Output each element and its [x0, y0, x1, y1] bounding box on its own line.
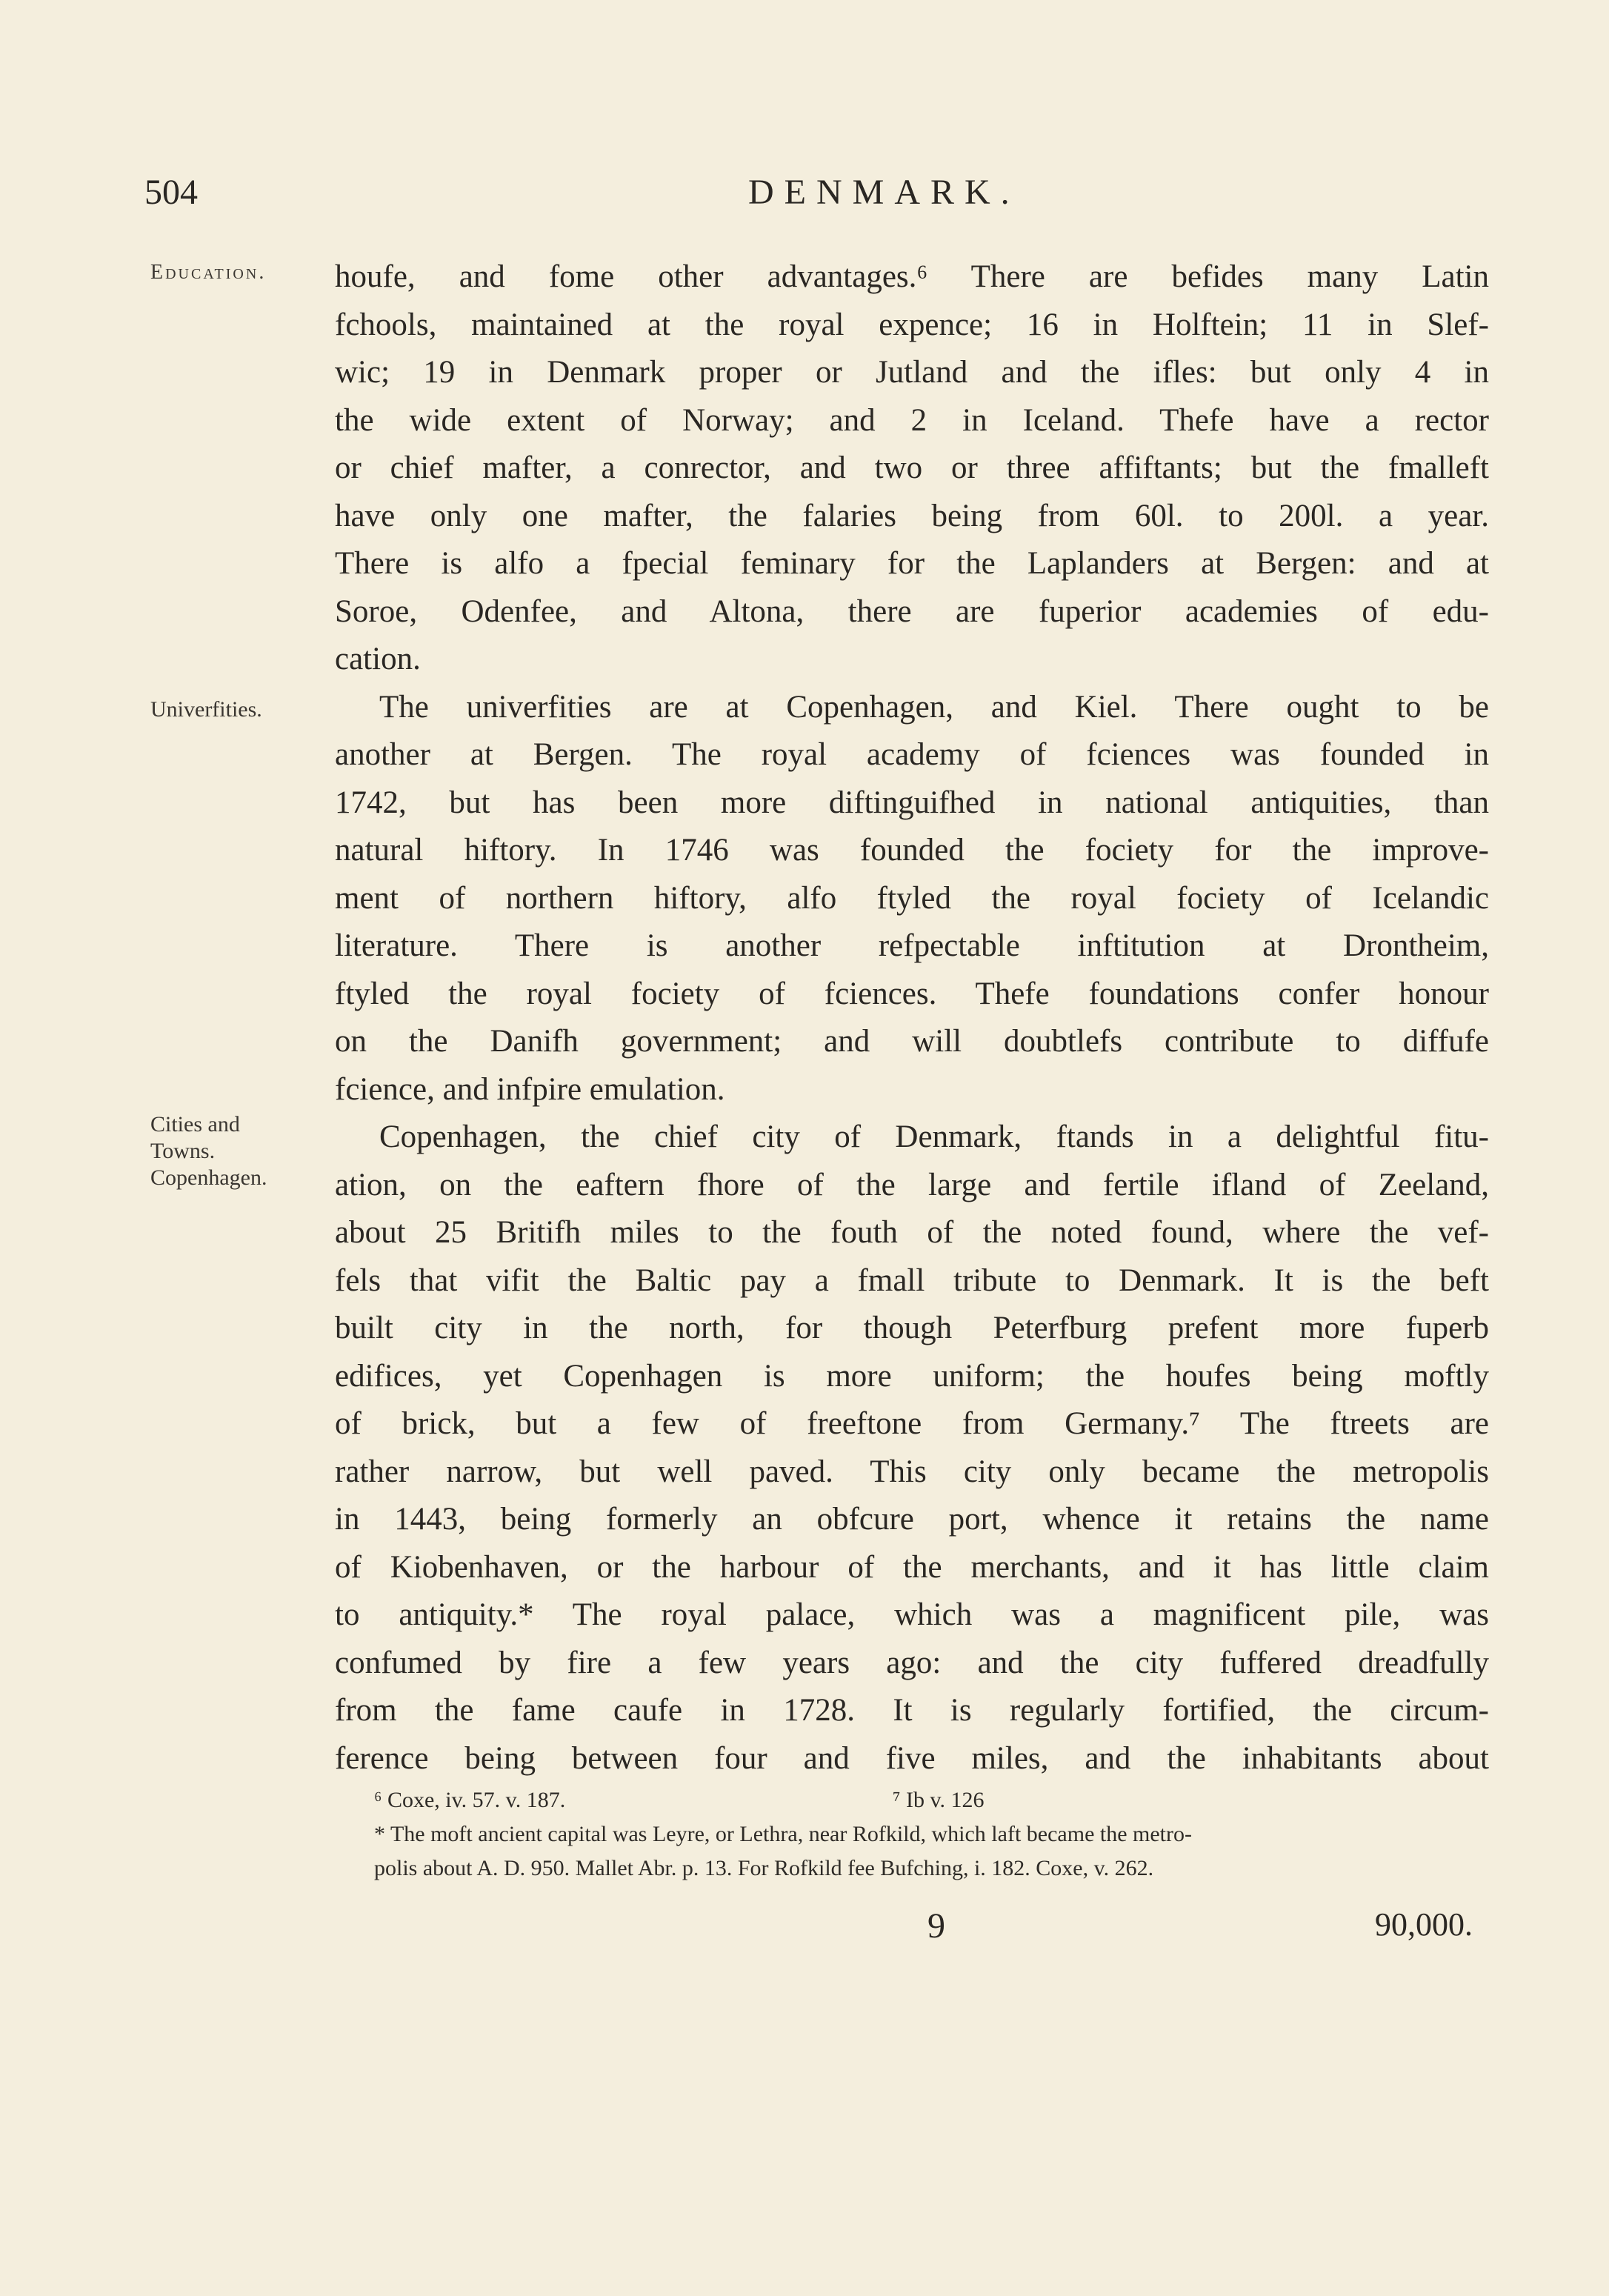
text-line: or chief mafter, a conrector, and two or three affiftants; but the fmalleft: [335, 450, 1489, 485]
text-line: on the Danifh government; and will doubtlefs contribute to diffufe: [335, 1024, 1489, 1059]
text-line: cation.: [335, 642, 421, 676]
sidenote-education: Education.: [150, 261, 267, 284]
text-line: Copenhagen, the chief city of Denmark, ftands in a delightful fitu-: [379, 1119, 1489, 1154]
sidenote-universities: Univerfities.: [150, 697, 262, 722]
text-line: natural hiftory. In 1746 was founded the fociety for the improve-: [335, 833, 1489, 868]
signature-mark: 9: [927, 1906, 945, 1946]
text-line: fcience, and infpire emulation.: [335, 1071, 725, 1107]
text-line: The univerfities are at Copenhagen, and Kiel. There ought to be: [379, 689, 1489, 725]
text-line: ference being between four and five miles, and the inhabitants about: [335, 1740, 1489, 1776]
footnote-7: ⁷ Ib v. 126: [893, 1788, 985, 1812]
text-line: fchools, maintained at the royal expence; 16 in Holftein; 11 in Slef-: [335, 307, 1489, 342]
text-line: literature. There is another refpectable inftitution at Drontheim,: [335, 928, 1489, 963]
body-text: [335, 253, 1489, 1783]
text-line: to antiquity.* The royal palace, which was a magnificent pile, was: [335, 1597, 1489, 1632]
text-line: of brick, but a few of freeftone from Germany.⁷ The ftreets are: [335, 1406, 1489, 1441]
catchword: 90,000.: [1375, 1906, 1473, 1943]
text-line: edifices, yet Copenhagen is more uniform; the houfes being moftly: [335, 1358, 1489, 1394]
text-line: houfe, and fome other advantages.⁶ There are befides many Latin: [335, 259, 1489, 294]
text-line: in 1443, being formerly an obfcure port, whence it retains the name: [335, 1502, 1489, 1537]
text-line: of Kiobenhaven, or the harbour of the merchants, and it has little claim: [335, 1549, 1489, 1585]
running-head: DENMARK.: [748, 173, 1020, 212]
text-line: ftyled the royal fociety of fciences. Thefe foundations confer honour: [335, 976, 1489, 1011]
text-line: ment of northern hiftory, alfo ftyled the royal fociety of Icelandic: [335, 880, 1489, 916]
text-line: 1742, but has been more diftinguifhed in national antiquities, than: [335, 785, 1489, 820]
footnote-6: ⁶ Coxe, iv. 57. v. 187.: [374, 1788, 566, 1812]
footnote-star-line: polis about A. D. 950. Mallet Abr. p. 13. For Rofkild fee Bufching, i. 182. Coxe, v. 262.: [374, 1856, 1154, 1880]
text-line: about 25 Britifh miles to the fouth of the noted found, where the vef-: [335, 1215, 1489, 1250]
text-line: from the fame caufe in 1728. It is regularly fortified, the circum-: [335, 1693, 1489, 1728]
sidenote-cities-line3: Copenhagen.: [150, 1165, 267, 1190]
sidenote-cities-line2: Towns.: [150, 1139, 216, 1163]
text-line: ation, on the eaftern fhore of the large and fertile ifland of Zeeland,: [335, 1167, 1489, 1202]
text-line: have only one mafter, the falaries being from 60l. to 200l. a year.: [335, 498, 1489, 533]
text-line: Soroe, Odenfee, and Altona, there are fuperior academies of edu-: [335, 593, 1489, 629]
sidenote-cities-line1: Cities and: [150, 1112, 240, 1137]
text-line: There is alfo a fpecial feminary for the Laplanders at Bergen: and at: [335, 546, 1489, 581]
text-line: another at Bergen. The royal academy of fciences was founded in: [335, 737, 1489, 772]
text-line: wic; 19 in Denmark proper or Jutland and the ifles: but only 4 in: [335, 355, 1489, 390]
text-line: fels that vifit the Baltic pay a fmall tribute to Denmark. It is the beft: [335, 1262, 1489, 1298]
text-line: built city in the north, for though Peterfburg prefent more fuperb: [335, 1311, 1489, 1345]
page-number: 504: [144, 173, 198, 212]
text-line: rather narrow, but well paved. This city only became the metropolis: [335, 1454, 1489, 1489]
text-line: the wide extent of Norway; and 2 in Iceland. Thefe have a rector: [335, 402, 1489, 438]
footnote-star-line: * The moft ancient capital was Leyre, or Lethra, near Rofkild, which laft became the metro-: [374, 1822, 1192, 1846]
text-line: confumed by fire a few years ago: and the city fuffered dreadfully: [335, 1645, 1489, 1680]
